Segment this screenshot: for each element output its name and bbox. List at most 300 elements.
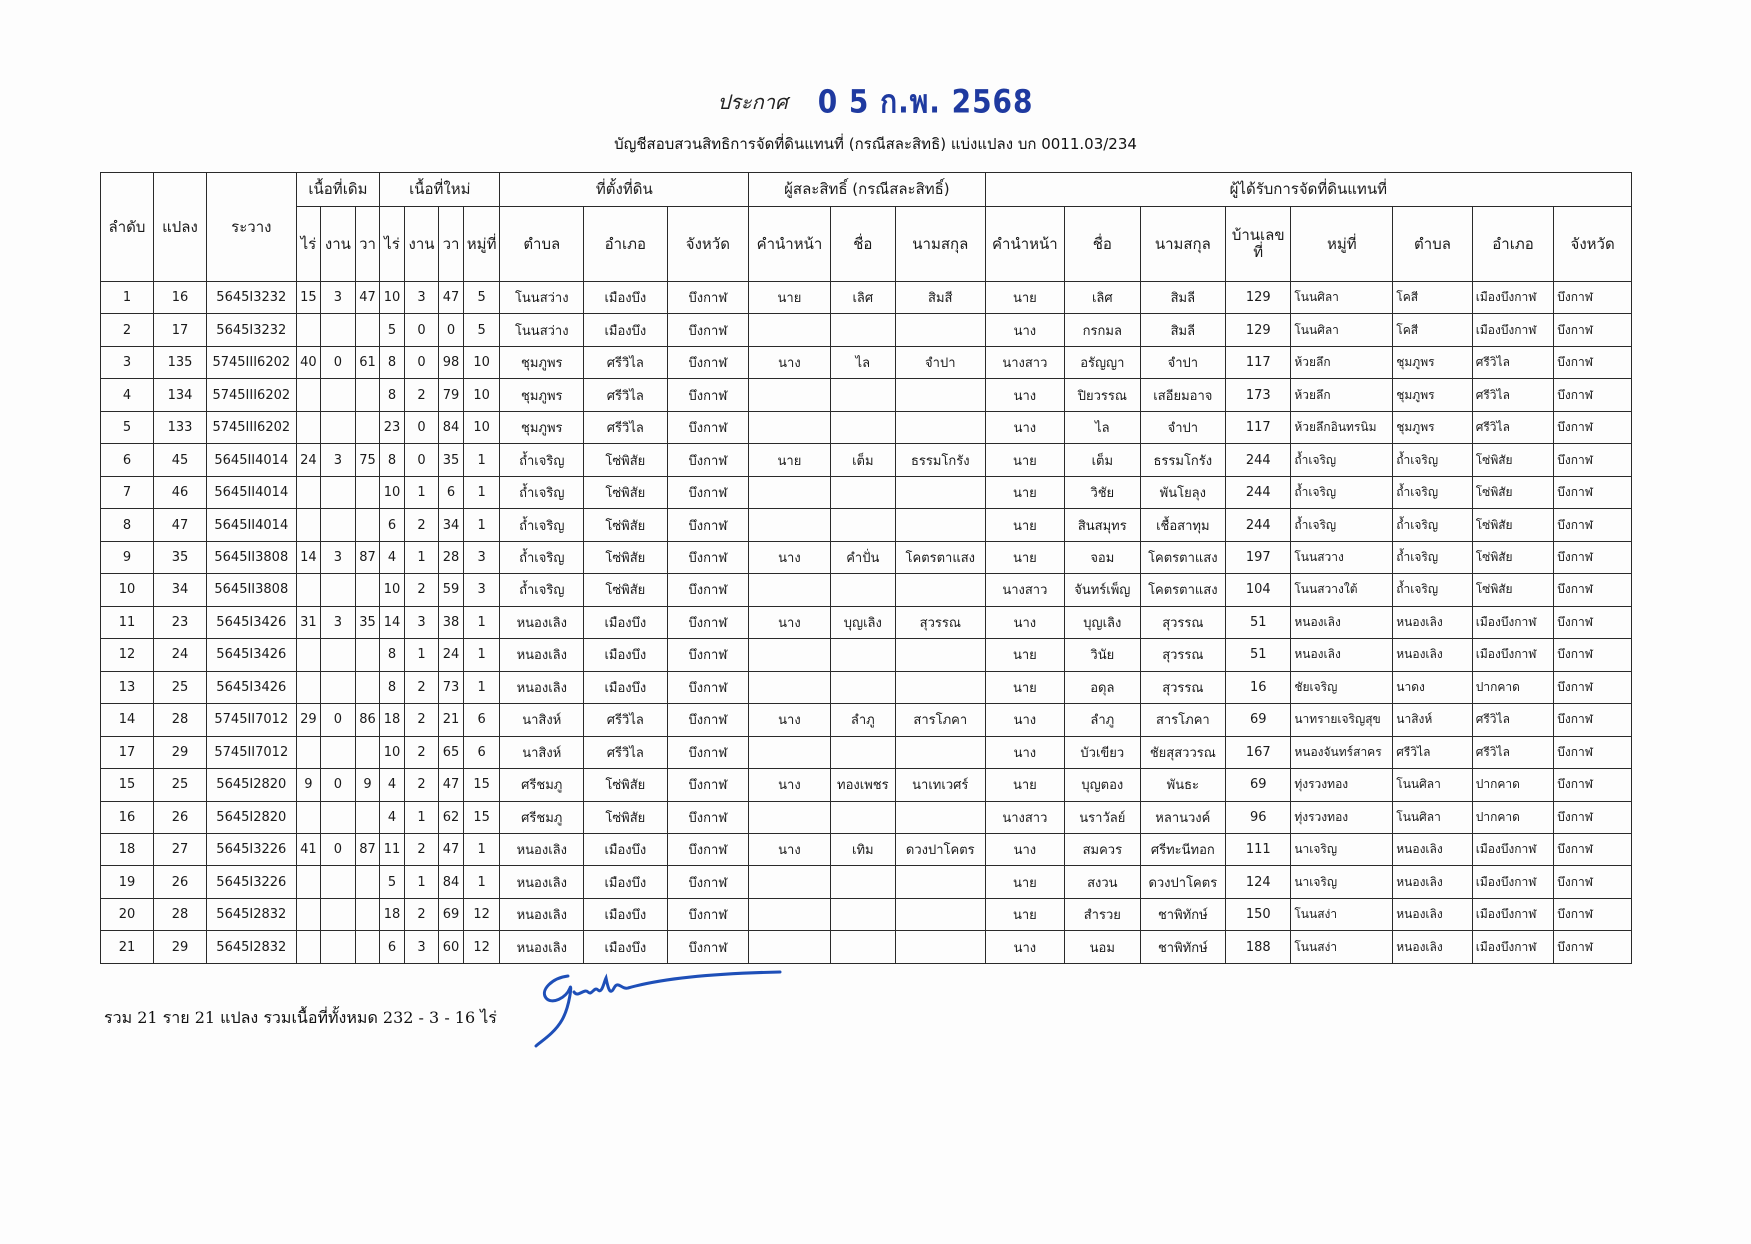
cell-renouncer-last-name: สิมสี [895,282,985,314]
cell-recipient-province: บึงกาฬ [1554,769,1632,801]
cell-province: บึงกาฬ [667,704,749,736]
cell-old-wa [355,931,379,964]
cell-amphoe: เมืองบึง [584,606,668,638]
cell-moo: 15 [463,769,500,801]
cell-new-ngan: 2 [404,898,439,930]
cell-renouncer-first-name: เทิม [830,833,895,865]
cell-new-ngan: 0 [404,444,439,476]
cell-recipient-last-name: พันธะ [1140,769,1226,801]
table-row [101,898,1632,930]
cell-amphoe: เมืองบึง [584,931,668,964]
cell-grid: 5645I3232 [206,282,296,314]
cell-renouncer-first-name: คำปั่น [830,541,895,573]
cell-recipient-tambon: หนองเลิง [1393,833,1472,865]
cell-old-rai [296,801,320,833]
cell-recipient-amphoe: เมืองบึงกาฬ [1472,833,1554,865]
cell-renouncer-last-name: ดวงปาโคตร [895,833,985,865]
cell-recipient-tambon: หนองเลิง [1393,866,1472,898]
cell-new-ngan: 2 [404,574,439,606]
cell-new-wa: 35 [439,444,463,476]
cell-village: โนนศิลา [1291,282,1393,314]
cell-old-ngan [321,509,356,541]
cell-renouncer-last-name: นาเทเวศร์ [895,769,985,801]
cell-recipient-province: บึงกาฬ [1554,509,1632,541]
cell-renouncer-last-name: จำปา [895,346,985,378]
cell-tambon: หนองเลิง [500,898,584,930]
cell-seq: 1 [101,282,154,314]
cell-new-wa: 84 [439,866,463,898]
cell-renouncer-prefix [749,898,831,930]
cell-amphoe: โซ่พิสัย [584,769,668,801]
cell-recipient-amphoe: เมืองบึงกาฬ [1472,898,1554,930]
cell-house-no: 16 [1226,671,1291,703]
handwritten-announcement-label: ประกาศ [717,90,788,114]
cell-seq: 15 [101,769,154,801]
cell-recipient-province: บึงกาฬ [1554,866,1632,898]
cell-seq: 16 [101,801,154,833]
cell-old-ngan: 0 [321,346,356,378]
cell-seq: 6 [101,444,154,476]
cell-old-wa [355,801,379,833]
cell-renouncer-prefix: นาง [749,769,831,801]
cell-house-no: 51 [1226,606,1291,638]
cell-recipient-province: บึงกาฬ [1554,833,1632,865]
header-new-wa: วา [439,207,463,282]
cell-grid: 5645II4014 [206,509,296,541]
document-title: บัญชีสอบสวนสิทธิการจัดที่ดินแทนที่ (กรณีสละสิทธิ) แบ่งแปลง บก 0011.03/234 [614,135,1137,153]
cell-province: บึงกาฬ [667,769,749,801]
cell-recipient-province: บึงกาฬ [1554,282,1632,314]
cell-old-wa [355,379,379,411]
cell-old-rai: 40 [296,346,320,378]
cell-house-no: 244 [1226,509,1291,541]
cell-recipient-last-name: ชาพิทักษ์ [1140,931,1226,964]
cell-province: บึงกาฬ [667,346,749,378]
cell-renouncer-prefix: นาย [749,282,831,314]
cell-grid: 5645I2832 [206,898,296,930]
table-row [101,282,1632,314]
cell-recipient-prefix: นาย [985,671,1064,703]
cell-new-rai: 8 [380,639,404,671]
cell-tambon: ชุมภูพร [500,411,584,443]
cell-recipient-first-name: อรัญญา [1065,346,1140,378]
cell-tambon: หนองเลิง [500,606,584,638]
cell-recipient-first-name: สงวน [1065,866,1140,898]
cell-renouncer-last-name [895,411,985,443]
cell-recipient-tambon: หนองเลิง [1393,898,1472,930]
cell-moo: 10 [463,346,500,378]
cell-renouncer-prefix [749,639,831,671]
header-old-area: เนื้อที่เดิม [296,173,380,207]
header-old-ngan: งาน [321,207,356,282]
cell-old-wa: 9 [355,769,379,801]
cell-new-rai: 23 [380,411,404,443]
cell-old-rai [296,866,320,898]
cell-plot: 25 [153,671,206,703]
cell-new-wa: 24 [439,639,463,671]
cell-old-rai: 41 [296,833,320,865]
table-row [101,509,1632,541]
cell-province: บึงกาฬ [667,476,749,508]
cell-seq: 9 [101,541,154,573]
cell-new-wa: 65 [439,736,463,768]
cell-plot: 135 [153,346,206,378]
cell-recipient-last-name: ศรีทะนีทอก [1140,833,1226,865]
cell-recipient-first-name: นราวัลย์ [1065,801,1140,833]
cell-recipient-tambon: ศรีวิไล [1393,736,1472,768]
cell-old-wa: 86 [355,704,379,736]
cell-recipient-last-name: สารโภคา [1140,704,1226,736]
cell-seq: 2 [101,314,154,346]
cell-recipient-last-name: หลานวงค์ [1140,801,1226,833]
header-new-moo: หมู่ที่ [463,207,500,282]
cell-recipient-prefix: นาย [985,509,1064,541]
cell-village: หนองเลิง [1291,639,1393,671]
cell-renouncer-first-name [830,639,895,671]
cell-renouncer-prefix [749,411,831,443]
cell-old-wa [355,898,379,930]
cell-new-ngan: 1 [404,476,439,508]
cell-recipient-province: บึงกาฬ [1554,671,1632,703]
cell-house-no: 111 [1226,833,1291,865]
cell-old-ngan [321,379,356,411]
cell-recipient-amphoe: ปากคาด [1472,769,1554,801]
header-renouncer-first-name: ชื่อ [830,207,895,282]
cell-recipient-tambon: ถ้ำเจริญ [1393,476,1472,508]
cell-plot: 26 [153,801,206,833]
cell-old-rai: 31 [296,606,320,638]
cell-new-rai: 18 [380,898,404,930]
cell-recipient-first-name: บุญตอง [1065,769,1140,801]
cell-village: นาเจริญ [1291,833,1393,865]
cell-seq: 17 [101,736,154,768]
cell-tambon: หนองเลิง [500,866,584,898]
cell-recipient-tambon: นาดง [1393,671,1472,703]
cell-plot: 24 [153,639,206,671]
cell-province: บึงกาฬ [667,574,749,606]
cell-recipient-prefix: นาง [985,736,1064,768]
cell-recipient-amphoe: เมืองบึงกาฬ [1472,639,1554,671]
cell-old-ngan: 3 [321,541,356,573]
cell-house-no: 96 [1226,801,1291,833]
cell-plot: 17 [153,314,206,346]
cell-old-ngan: 0 [321,769,356,801]
cell-old-rai [296,379,320,411]
cell-renouncer-prefix: นาง [749,541,831,573]
cell-renouncer-last-name [895,639,985,671]
header-grid: ระวาง [206,173,296,282]
table-row [101,639,1632,671]
cell-seq: 10 [101,574,154,606]
cell-recipient-amphoe: ศรีวิไล [1472,704,1554,736]
cell-seq: 11 [101,606,154,638]
table-row [101,769,1632,801]
cell-old-rai: 24 [296,444,320,476]
table-row [101,671,1632,703]
cell-tambon: ถ้ำเจริญ [500,541,584,573]
cell-moo: 3 [463,541,500,573]
cell-village: ห้วยลึกอินทรนิม [1291,411,1393,443]
table-row [101,314,1632,346]
cell-recipient-first-name: ลำภู [1065,704,1140,736]
cell-renouncer-last-name: โคตรตาแสง [895,541,985,573]
cell-recipient-last-name: จำปา [1140,411,1226,443]
cell-grid: 5645I3426 [206,639,296,671]
cell-amphoe: โซ่พิสัย [584,801,668,833]
cell-tambon: นาสิงห์ [500,704,584,736]
announcement-stamp-line [0,80,1751,124]
cell-recipient-province: บึงกาฬ [1554,639,1632,671]
cell-plot: 134 [153,379,206,411]
cell-old-ngan [321,931,356,964]
cell-tambon: ศรีชมภู [500,801,584,833]
cell-recipient-prefix: นาง [985,704,1064,736]
cell-recipient-last-name: สุวรรณ [1140,606,1226,638]
cell-village: โนนสง่า [1291,898,1393,930]
cell-old-ngan: 3 [321,444,356,476]
cell-old-ngan [321,411,356,443]
cell-new-ngan: 2 [404,671,439,703]
cell-house-no: 188 [1226,931,1291,964]
cell-recipient-first-name: เลิศ [1065,282,1140,314]
cell-house-no: 197 [1226,541,1291,573]
cell-old-rai [296,639,320,671]
cell-recipient-tambon: โคสี [1393,314,1472,346]
cell-grid: 5645I2820 [206,769,296,801]
cell-recipient-province: บึงกาฬ [1554,476,1632,508]
cell-seq: 3 [101,346,154,378]
cell-grid: 5645I2820 [206,801,296,833]
cell-recipient-last-name: สิมลี [1140,314,1226,346]
cell-new-rai: 4 [380,769,404,801]
cell-old-rai [296,411,320,443]
cell-new-rai: 6 [380,509,404,541]
cell-plot: 46 [153,476,206,508]
cell-renouncer-first-name [830,736,895,768]
cell-moo: 5 [463,314,500,346]
cell-tambon: หนองเลิง [500,931,584,964]
header-recipient-first-name: ชื่อ [1065,207,1140,282]
cell-recipient-amphoe: โซ่พิสัย [1472,541,1554,573]
table-row [101,476,1632,508]
cell-amphoe: ศรีวิไล [584,346,668,378]
cell-renouncer-prefix [749,736,831,768]
cell-province: บึงกาฬ [667,509,749,541]
cell-amphoe: เมืองบึง [584,671,668,703]
cell-seq: 5 [101,411,154,443]
cell-old-wa [355,736,379,768]
cell-recipient-province: บึงกาฬ [1554,444,1632,476]
cell-new-wa: 62 [439,801,463,833]
table-row [101,574,1632,606]
cell-new-rai: 8 [380,671,404,703]
cell-recipient-tambon: ชุมภูพร [1393,346,1472,378]
cell-new-ngan: 3 [404,606,439,638]
cell-province: บึงกาฬ [667,639,749,671]
cell-recipient-last-name: สุวรรณ [1140,639,1226,671]
cell-house-no: 69 [1226,704,1291,736]
cell-recipient-amphoe: ปากคาด [1472,801,1554,833]
cell-recipient-first-name: วินัย [1065,639,1140,671]
cell-plot: 29 [153,736,206,768]
cell-recipient-prefix: นาย [985,476,1064,508]
header-amphoe: อำเภอ [584,207,668,282]
cell-province: บึงกาฬ [667,931,749,964]
cell-new-rai: 11 [380,833,404,865]
cell-grid: 5645I3232 [206,314,296,346]
cell-province: บึงกาฬ [667,606,749,638]
cell-recipient-first-name: บุญเลิง [1065,606,1140,638]
header-village: หมู่ที่ [1291,207,1393,282]
cell-recipient-prefix: นาย [985,898,1064,930]
cell-renouncer-last-name [895,736,985,768]
cell-recipient-first-name: สินสมุทร [1065,509,1140,541]
cell-recipient-province: บึงกาฬ [1554,898,1632,930]
cell-renouncer-first-name [830,898,895,930]
cell-village: หนองจันทร์สาคร [1291,736,1393,768]
cell-new-rai: 10 [380,574,404,606]
header-seq: ลำดับ [101,173,154,282]
cell-house-no: 104 [1226,574,1291,606]
cell-new-wa: 59 [439,574,463,606]
cell-renouncer-prefix [749,574,831,606]
cell-amphoe: โซ่พิสัย [584,541,668,573]
cell-plot: 47 [153,509,206,541]
cell-renouncer-prefix [749,671,831,703]
cell-province: บึงกาฬ [667,379,749,411]
cell-recipient-last-name: ชัยสุสววรณ [1140,736,1226,768]
cell-tambon: ถ้ำเจริญ [500,444,584,476]
header-renouncer-prefix: คำนำหน้า [749,207,831,282]
cell-plot: 28 [153,704,206,736]
cell-province: บึงกาฬ [667,898,749,930]
cell-new-rai: 14 [380,606,404,638]
cell-renouncer-first-name [830,574,895,606]
cell-plot: 28 [153,898,206,930]
cell-recipient-last-name: โคตรตาแสง [1140,541,1226,573]
cell-plot: 34 [153,574,206,606]
cell-recipient-prefix: นาง [985,931,1064,964]
cell-recipient-first-name: เต็ม [1065,444,1140,476]
cell-amphoe: เมืองบึง [584,282,668,314]
cell-village: ถ้ำเจริญ [1291,476,1393,508]
cell-renouncer-prefix: นาย [749,444,831,476]
cell-new-rai: 4 [380,801,404,833]
cell-recipient-amphoe: ศรีวิไล [1472,379,1554,411]
cell-moo: 6 [463,704,500,736]
table-row [101,606,1632,638]
cell-village: ถ้ำเจริญ [1291,509,1393,541]
cell-moo: 15 [463,801,500,833]
cell-recipient-first-name: สมควร [1065,833,1140,865]
cell-old-rai [296,898,320,930]
cell-grid: 5745II7012 [206,704,296,736]
cell-amphoe: โซ่พิสัย [584,444,668,476]
header-new-ngan: งาน [404,207,439,282]
cell-recipient-province: บึงกาฬ [1554,379,1632,411]
cell-old-ngan: 0 [321,704,356,736]
cell-recipient-last-name: โคตรตาแสง [1140,574,1226,606]
cell-moo: 1 [463,509,500,541]
cell-old-rai: 14 [296,541,320,573]
cell-old-ngan [321,671,356,703]
cell-renouncer-prefix [749,379,831,411]
cell-recipient-last-name: เชื้อสาทุม [1140,509,1226,541]
cell-tambon: ศรีชมภู [500,769,584,801]
cell-recipient-prefix: นางสาว [985,801,1064,833]
cell-old-rai [296,574,320,606]
cell-old-wa: 47 [355,282,379,314]
cell-tambon: ชุมภูพร [500,346,584,378]
cell-province: บึงกาฬ [667,282,749,314]
cell-new-ngan: 2 [404,769,439,801]
cell-village: โนนสง่า [1291,931,1393,964]
cell-old-rai [296,314,320,346]
cell-village: ห้วยลึก [1291,379,1393,411]
cell-recipient-prefix: นางสาว [985,346,1064,378]
cell-moo: 1 [463,476,500,508]
cell-renouncer-first-name [830,314,895,346]
cell-amphoe: โซ่พิสัย [584,476,668,508]
cell-new-ngan: 3 [404,282,439,314]
cell-renouncer-last-name [895,509,985,541]
header-recipient: ผู้ได้รับการจัดที่ดินแทนที่ [985,173,1631,207]
table-row [101,541,1632,573]
header-recipient-tambon: ตำบล [1393,207,1472,282]
cell-new-wa: 21 [439,704,463,736]
cell-recipient-first-name: ไล [1065,411,1140,443]
cell-tambon: ถ้ำเจริญ [500,509,584,541]
cell-grid: 5645I3226 [206,866,296,898]
cell-province: บึงกาฬ [667,866,749,898]
cell-village: โนนสวางใต้ [1291,574,1393,606]
table-row [101,931,1632,964]
cell-renouncer-last-name [895,476,985,508]
table-body [101,282,1632,964]
cell-recipient-prefix: นาย [985,282,1064,314]
cell-seq: 21 [101,931,154,964]
cell-amphoe: ศรีวิไล [584,411,668,443]
cell-grid: 5645I3426 [206,606,296,638]
cell-recipient-amphoe: เมืองบึงกาฬ [1472,282,1554,314]
cell-moo: 1 [463,639,500,671]
cell-old-wa [355,314,379,346]
footer-total: รวม 21 ราย 21 แปลง รวมเนื้อที่ทั้งหมด 232 - 3 - 16 ไร่ [104,1008,497,1027]
cell-village: ห้วยลึก [1291,346,1393,378]
cell-recipient-prefix: นาย [985,541,1064,573]
cell-old-ngan: 3 [321,606,356,638]
cell-new-ngan: 1 [404,639,439,671]
cell-recipient-amphoe: ศรีวิไล [1472,346,1554,378]
cell-old-ngan: 3 [321,282,356,314]
signature-image [532,968,822,1050]
cell-old-ngan [321,639,356,671]
table-row [101,833,1632,865]
cell-new-ngan: 2 [404,509,439,541]
header-tambon: ตำบล [500,207,584,282]
cell-recipient-amphoe: เมืองบึงกาฬ [1472,866,1554,898]
cell-village: โนนสวาง [1291,541,1393,573]
cell-renouncer-prefix: นาง [749,346,831,378]
cell-renouncer-prefix: นาง [749,606,831,638]
cell-grid: 5745III6202 [206,346,296,378]
header-group-row [101,173,1632,207]
cell-recipient-tambon: โคสี [1393,282,1472,314]
cell-recipient-prefix: นาง [985,379,1064,411]
cell-recipient-amphoe: โซ่พิสัย [1472,574,1554,606]
cell-recipient-last-name: สิมลี [1140,282,1226,314]
cell-renouncer-last-name [895,866,985,898]
